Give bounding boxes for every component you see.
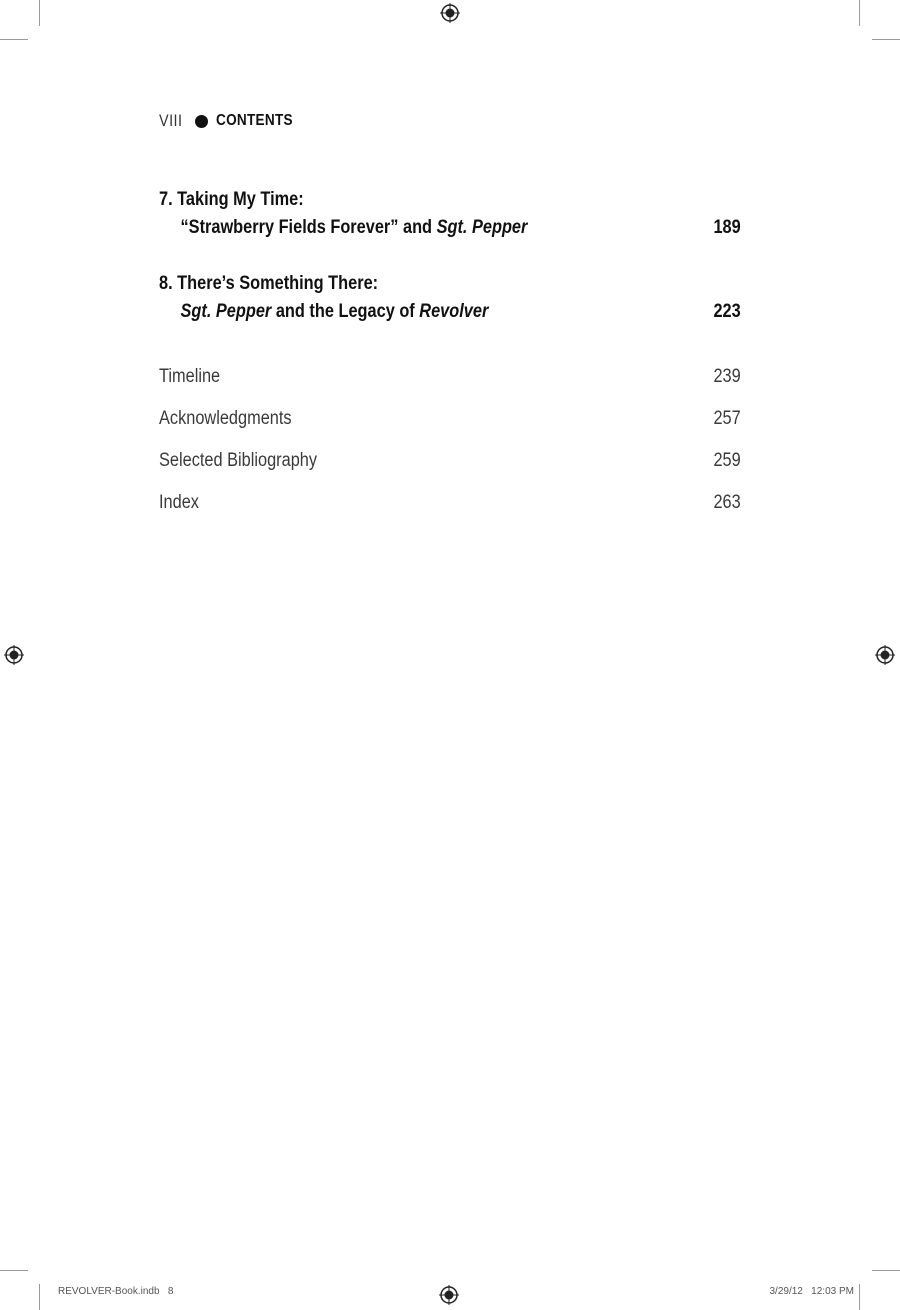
- toc-entry-bibliography[interactable]: [159, 447, 741, 475]
- crop-mark-top-left: [39, 0, 40, 26]
- registration-mark-icon: [440, 3, 460, 23]
- entry-label: Acknowledgments: [159, 408, 292, 429]
- entry-page-number: 257: [713, 408, 741, 429]
- crop-mark-top-right-h: [872, 39, 900, 40]
- crop-mark-bottom-left: [39, 1284, 40, 1310]
- entry-page-number: 239: [713, 366, 741, 387]
- entry-label: Selected Bibliography: [159, 450, 318, 471]
- running-head: [159, 111, 306, 131]
- subtitle-part: and the Legacy of: [271, 301, 420, 322]
- crop-mark-top-left-h: [0, 39, 28, 40]
- subtitle-part-italic: Sgt. Pepper: [436, 217, 528, 238]
- entry-label: Index: [159, 492, 199, 513]
- entry-page-number: 263: [713, 492, 741, 513]
- chapter-subtitle: [159, 214, 660, 242]
- entry-page-number: 259: [713, 450, 741, 471]
- toc-chapter-7[interactable]: [159, 186, 741, 242]
- subtitle-part-italic: Revolver: [419, 301, 489, 322]
- crop-mark-top-right: [859, 0, 860, 26]
- crop-mark-bottom-right: [859, 1284, 860, 1310]
- registration-mark-icon: [875, 645, 895, 665]
- chapter-title: 8. There’s Something There:: [159, 273, 379, 294]
- slug-timestamp: 3/29/12 12:03 PM: [769, 1286, 854, 1297]
- subtitle-part: “Strawberry Fields Forever” and: [180, 217, 437, 238]
- running-head-title: CONTENTS: [215, 112, 293, 129]
- chapter-page-number: 223: [713, 301, 741, 322]
- slug-filename: REVOLVER-Book.indb 8: [58, 1286, 174, 1297]
- crop-mark-bottom-left-h: [0, 1270, 28, 1271]
- registration-mark-icon: [4, 645, 24, 665]
- entry-label: Timeline: [159, 366, 221, 387]
- chapter-subtitle: [159, 298, 660, 326]
- crop-mark-bottom-right-h: [872, 1270, 900, 1271]
- bullet-dot-icon: [195, 115, 208, 128]
- toc-entry-index[interactable]: [159, 489, 741, 517]
- chapter-page-number: 189: [713, 217, 741, 238]
- chapter-title: 7. Taking My Time:: [159, 189, 304, 210]
- page-folio: VIII: [159, 111, 183, 130]
- toc-chapter-8[interactable]: [159, 270, 741, 326]
- toc-entry-acknowledgments[interactable]: [159, 405, 741, 433]
- subtitle-part-italic: Sgt. Pepper: [180, 301, 272, 322]
- registration-mark-icon: [439, 1285, 459, 1305]
- toc-entry-timeline[interactable]: [159, 363, 741, 391]
